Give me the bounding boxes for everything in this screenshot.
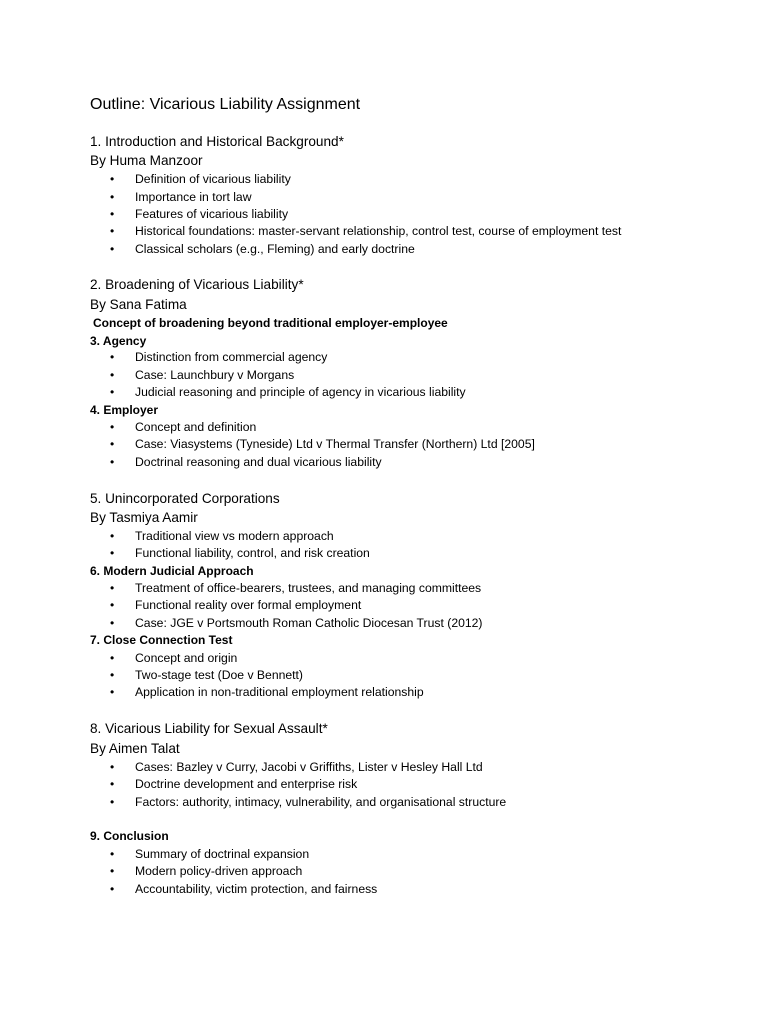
list-item: • Functional reality over formal employment: [135, 597, 361, 613]
section-3-heading: 3. Agency: [90, 334, 147, 348]
list-item: • Treatment of office-bearers, trustees, and managing committees: [135, 580, 481, 596]
list-item: • Features of vicarious liability: [135, 206, 288, 222]
section-5-author: By Tasmiya Aamir: [90, 510, 198, 525]
list-item: • Case: Viasystems (Tyneside) Ltd v Thermal Transfer (Northern) Ltd [2005]: [135, 436, 535, 452]
section-8-author: By Aimen Talat: [90, 741, 180, 756]
list-item: • Traditional view vs modern approach: [135, 528, 334, 544]
list-item: • Factors: authority, intimacy, vulnerability, and organisational structure: [135, 794, 506, 810]
list-item: • Classical scholars (e.g., Fleming) and early doctrine: [135, 241, 415, 257]
section-7-heading: 7. Close Connection Test: [90, 633, 233, 647]
list-item: • Summary of doctrinal expansion: [135, 846, 309, 862]
section-8-heading: 8. Vicarious Liability for Sexual Assault*: [90, 721, 328, 736]
section-1-heading: 1. Introduction and Historical Background*: [90, 134, 344, 149]
list-item: • Accountability, victim protection, and fairness: [135, 881, 377, 897]
list-item: • Definition of vicarious liability: [135, 171, 291, 187]
section-2-heading: 2. Broadening of Vicarious Liability*: [90, 277, 304, 292]
list-item: • Importance in tort law: [135, 189, 252, 205]
list-item: • Functional liability, control, and risk creation: [135, 545, 370, 561]
section-2-author: By Sana Fatima: [90, 297, 187, 312]
list-item: • Judicial reasoning and principle of agency in vicarious liability: [135, 384, 466, 400]
section-1-author: By Huma Manzoor: [90, 153, 203, 168]
section-9-heading: 9. Conclusion: [90, 829, 169, 843]
list-item: • Two-stage test (Doe v Bennett): [135, 667, 303, 683]
list-item: • Distinction from commercial agency: [135, 349, 327, 365]
list-item: • Concept and origin: [135, 650, 237, 666]
list-item: • Doctrine development and enterprise risk: [135, 776, 357, 792]
document-title: Outline: Vicarious Liability Assignment: [90, 96, 361, 113]
list-item: • Application in non-traditional employment relationship: [135, 684, 424, 700]
section-5-heading: 5. Unincorporated Corporations: [90, 491, 280, 506]
section-4-heading: 4. Employer: [90, 403, 159, 417]
list-item: • Case: Launchbury v Morgans: [135, 367, 294, 383]
section-2-concept: Concept of broadening beyond traditional employer-employee: [93, 316, 448, 330]
list-item: • Historical foundations: master-servant relationship, control test, course of employment test: [135, 223, 621, 239]
list-item: • Concept and definition: [135, 419, 256, 435]
list-item: • Doctrinal reasoning and dual vicarious liability: [135, 454, 382, 470]
section-6-heading: 6. Modern Judicial Approach: [90, 564, 254, 578]
list-item: • Case: JGE v Portsmouth Roman Catholic Diocesan Trust (2012): [135, 615, 483, 631]
list-item: • Cases: Bazley v Curry, Jacobi v Griffiths, Lister v Hesley Hall Ltd: [135, 759, 483, 775]
list-item: • Modern policy-driven approach: [135, 863, 302, 879]
